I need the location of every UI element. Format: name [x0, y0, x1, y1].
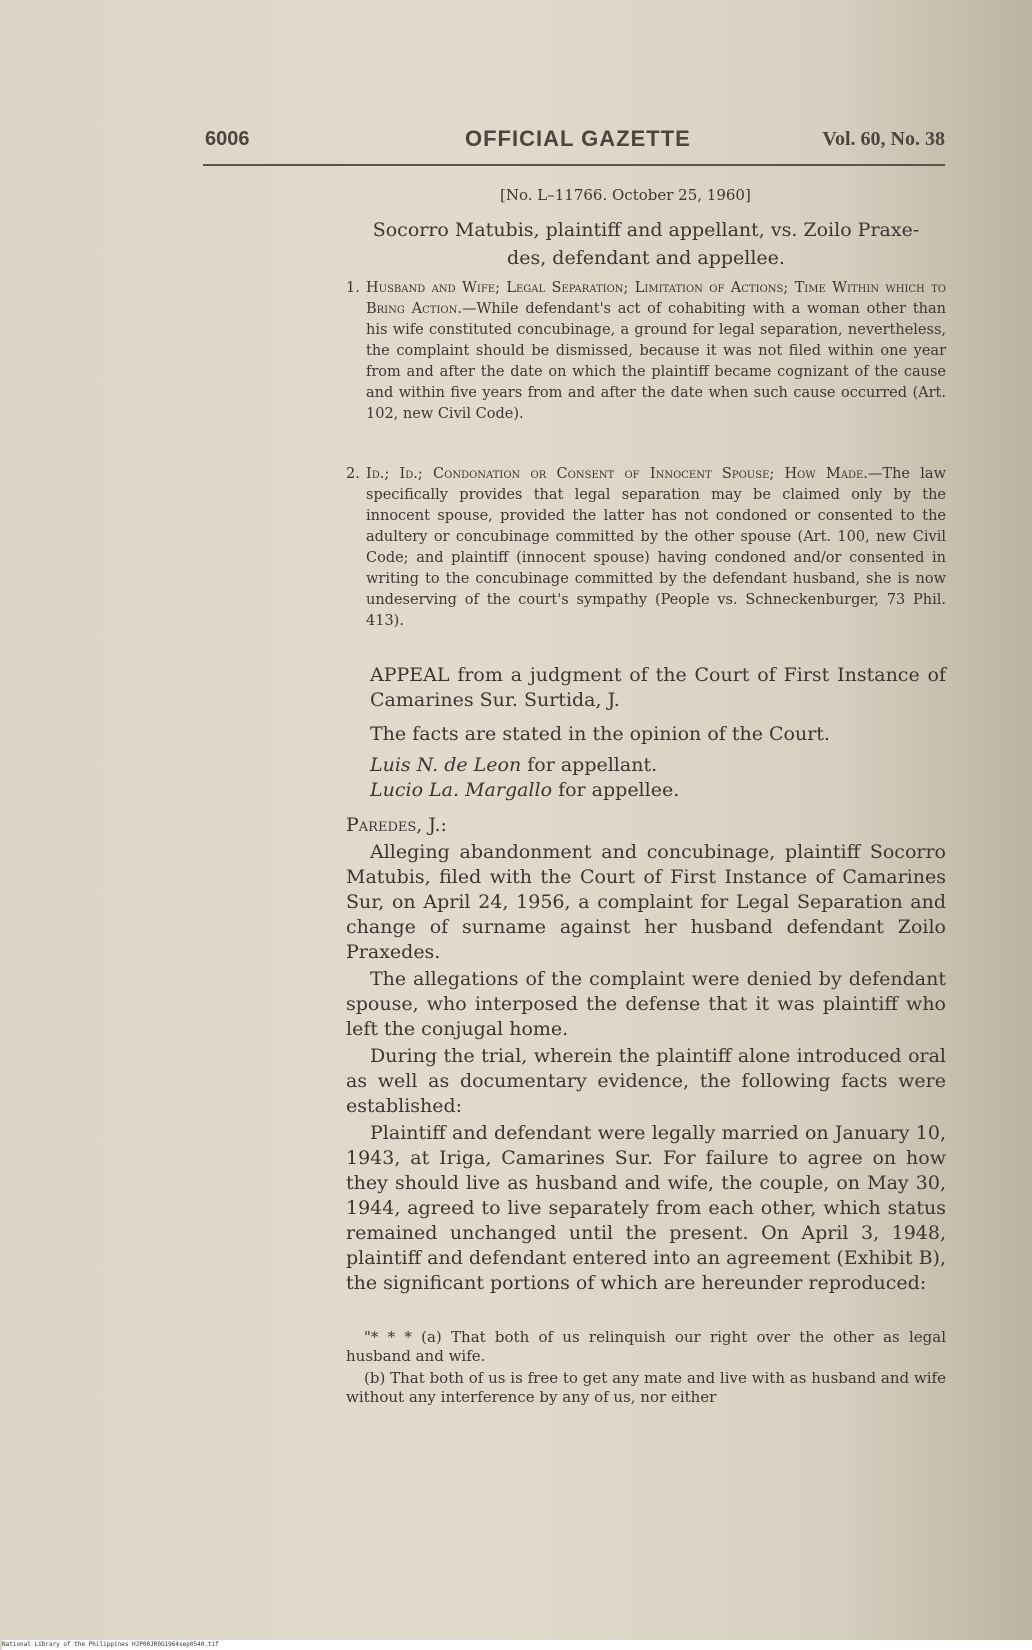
running-header	[205, 128, 945, 162]
syllabus-text: —The law specifically provides that legal separation may be claimed only by the innocent spouse, provided the latter has not condoned or consented to the adultery or concubinage committed by the other spouse (Art. 100, new Civil Code; and plaintiff (innocent spouse) having condoned and/or consented in writing to the concubinage committed by the defendant husband, she is now undeserving of the court's sympathy (People vs. Schneckenburger, 73 Phil. 413).	[366, 466, 946, 629]
volume-number: Vol. 60, No. 38	[822, 128, 945, 150]
syllabus-text: —While defendant's act of cohabiting with a woman other than his wife constituted concubinage, a ground for legal separation, nevertheless, the complaint should be dismissed, because it was not filed within one year from and after the date on which the plaintiff became cognizant of the cause and within five years from and after the date when such cause occurred (Art. 102, new Civil Code).	[366, 301, 946, 422]
quoted-agreement	[346, 1328, 946, 1410]
counsel-appellee: Lucio La. Margallo for appellee.	[370, 779, 680, 801]
appeal-line: APPEAL from a judgment of the Court of First Instance of Camarines Sur. Surtida, J.	[370, 664, 946, 711]
counsel-appellant: Luis N. de Leon for appellant.	[370, 754, 658, 776]
case-parties	[346, 216, 946, 272]
opinion-paragraph: During the trial, wherein the plaintiff alone introduced oral as well as documentary evidence, the following facts were established:	[346, 1045, 946, 1117]
opinion-paragraph: The allegations of the complaint were denied by defendant spouse, who interposed the defense that it was plaintiff who left the conjugal home.	[346, 968, 946, 1040]
syllabus-item	[346, 278, 946, 425]
syllabus-number: 2.	[346, 466, 360, 482]
opinion-paragraph: Plaintiff and defendant were legally married on January 10, 1943, at Iriga, Camarines Sur. For failure to agree on how they should live as husband and wife, the couple, on May 30, 1944, agreed to live separately from each other, which status remained unchanged until the present. On April 3, 1948, plaintiff and defendant entered into an agreement (Exhibit B), the significant portions of which are hereunder reproduced:	[346, 1122, 947, 1294]
syllabus-heading: Id.; Id.; Condonation or Consent of Innocent Spouse; How Made.	[366, 466, 868, 482]
quote-paragraph: (b) That both of us is free to get any mate and live with as husband and wife without any interference by any of us, nor either	[346, 1369, 946, 1406]
judge-name: Paredes, J.:	[346, 814, 447, 836]
quote-paragraph: "* * * (a) That both of us relinquish our right over the other as legal husband and wife.	[346, 1328, 946, 1365]
header-rule	[203, 164, 945, 166]
parties-line-1: Socorro Matubis, plaintiff and appellant, vs. Zoilo Praxe-	[372, 219, 920, 241]
opinion-paragraph: Alleging abandonment and concubinage, plaintiff Socorro Matubis, filed with the Court of First Instance of Camarines Sur, on April 24, 1956, a complaint for Legal Separation and change of surname against her husband defendant Zoilo Praxedes.	[346, 841, 946, 963]
facts-line: The facts are stated in the opinion of the Court.	[370, 723, 830, 745]
page-number: 6006	[205, 128, 250, 150]
parties-line-2: des, defendant and appellee.	[507, 247, 785, 269]
publication-title: OFFICIAL GAZETTE	[465, 126, 691, 151]
syllabus-number: 1.	[346, 280, 360, 296]
syllabus-heading: Husband and Wife; Legal Separation; Limitation of Actions; Time Within which to Bring Action.	[366, 280, 946, 317]
case-number: [No. L–11766. October 25, 1960]	[500, 186, 751, 204]
scan-footer: National Library of the Philippines HJP00JR0G1964sep0540.tif	[2, 1640, 1032, 1650]
counsel-list	[370, 753, 970, 803]
syllabus-item	[346, 464, 946, 632]
opinion-body	[346, 840, 946, 1298]
